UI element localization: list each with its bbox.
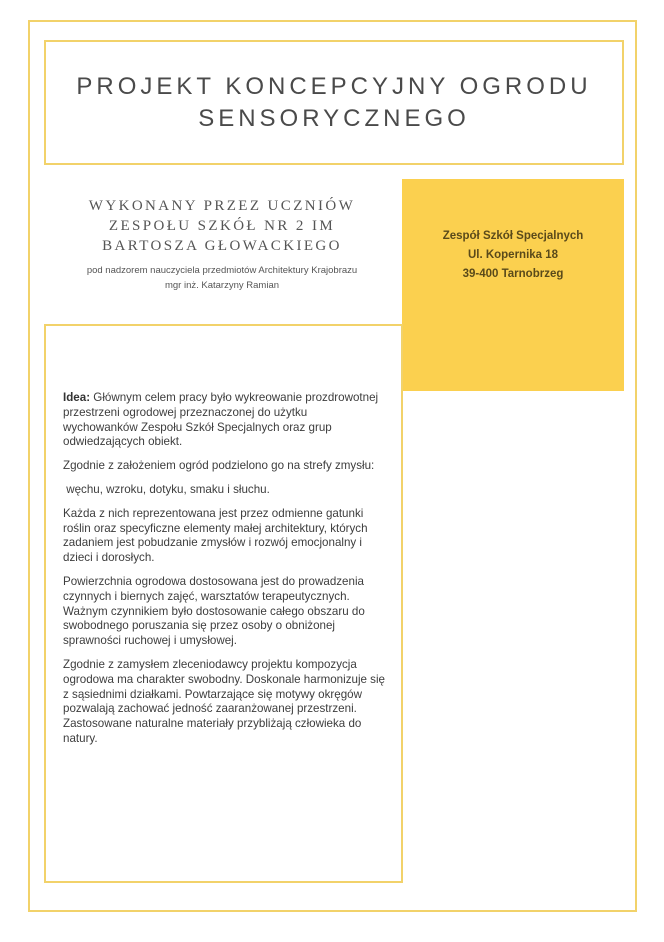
idea-label: Idea: — [63, 391, 91, 404]
zones-intro-paragraph: Zgodnie z założeniem ogród podzielono go na strefy zmysłu: — [63, 459, 375, 473]
supervisor-line-1: pod nadzorem nauczyciela przedmiotów Architektury Krajobrazu — [86, 265, 358, 276]
school-name: Zespół Szkół Specjalnych — [442, 230, 584, 242]
authors-block — [44, 196, 400, 293]
page-title — [76, 71, 591, 135]
composition-paragraph: Zgodnie z zamysłem zleceniodawcy projektu kompozycja ogrodowa ma charakter swobodny. Doskonale harmonizuje się z sąsiednimi działkami. Powtarzające się motywy okręgów pozwalają zachować jedność zaaranżowanej przestrzeni. Zastosowane naturalne materiały przybliżają człowieka do natury. — [63, 657, 386, 745]
made-by-heading — [44, 196, 400, 256]
surface-paragraph: Powierzchnia ogrodowa dostosowana jest do prowadzenia czynnych i biernych zajęć, warsztatów terapeutycznych. Ważnym czynnikiem było dostosowanie całego obszaru do swobodnego poruszania się przez osoby o obniżonej sprawności ruchowej i umysłowej. — [63, 574, 365, 648]
made-by-line-2: ZESPOŁU SZKÓŁ NR 2 IM — [108, 218, 336, 234]
supervisor-line-2: mgr inż. Katarzyny Ramian — [164, 280, 280, 291]
school-city: 39-400 Tarnobrzeg — [462, 268, 564, 280]
supervisor-note — [44, 263, 400, 293]
idea-text: Głównym celem pracy było wykreowanie prozdrowotnej przestrzeni ogrodowej przeznaczonej do użytku wychowanków Zespołu Szkół Specjalnych oraz grup odwiedzających obiekt. — [63, 391, 379, 449]
school-address-box — [402, 179, 624, 391]
school-address — [402, 227, 624, 284]
plants-paragraph: Każda z nich reprezentowana jest przez odmienne gatunki roślin oraz specyficzne elementy małej architektury, których zadaniem jest pobudzanie zmysłów i rozwój emocjonalny i dzieci i dorosłych. — [63, 506, 368, 565]
idea-paragraph — [63, 391, 385, 450]
school-street: Ul. Kopernika 18 — [467, 249, 559, 261]
zones-list-paragraph: węchu, wzroku, dotyku, smaku i słuchu. — [63, 482, 270, 496]
title-line-2: SENSORYCZNEGO — [198, 104, 470, 132]
title-line-1: PROJEKT KONCEPCYJNY OGRODU — [76, 72, 592, 100]
made-by-line-3: BARTOSZA GŁOWACKIEGO — [102, 238, 342, 254]
title-box — [44, 40, 624, 165]
made-by-line-1: WYKONANY PRZEZ UCZNIÓW — [88, 198, 356, 214]
description-text — [63, 391, 385, 756]
